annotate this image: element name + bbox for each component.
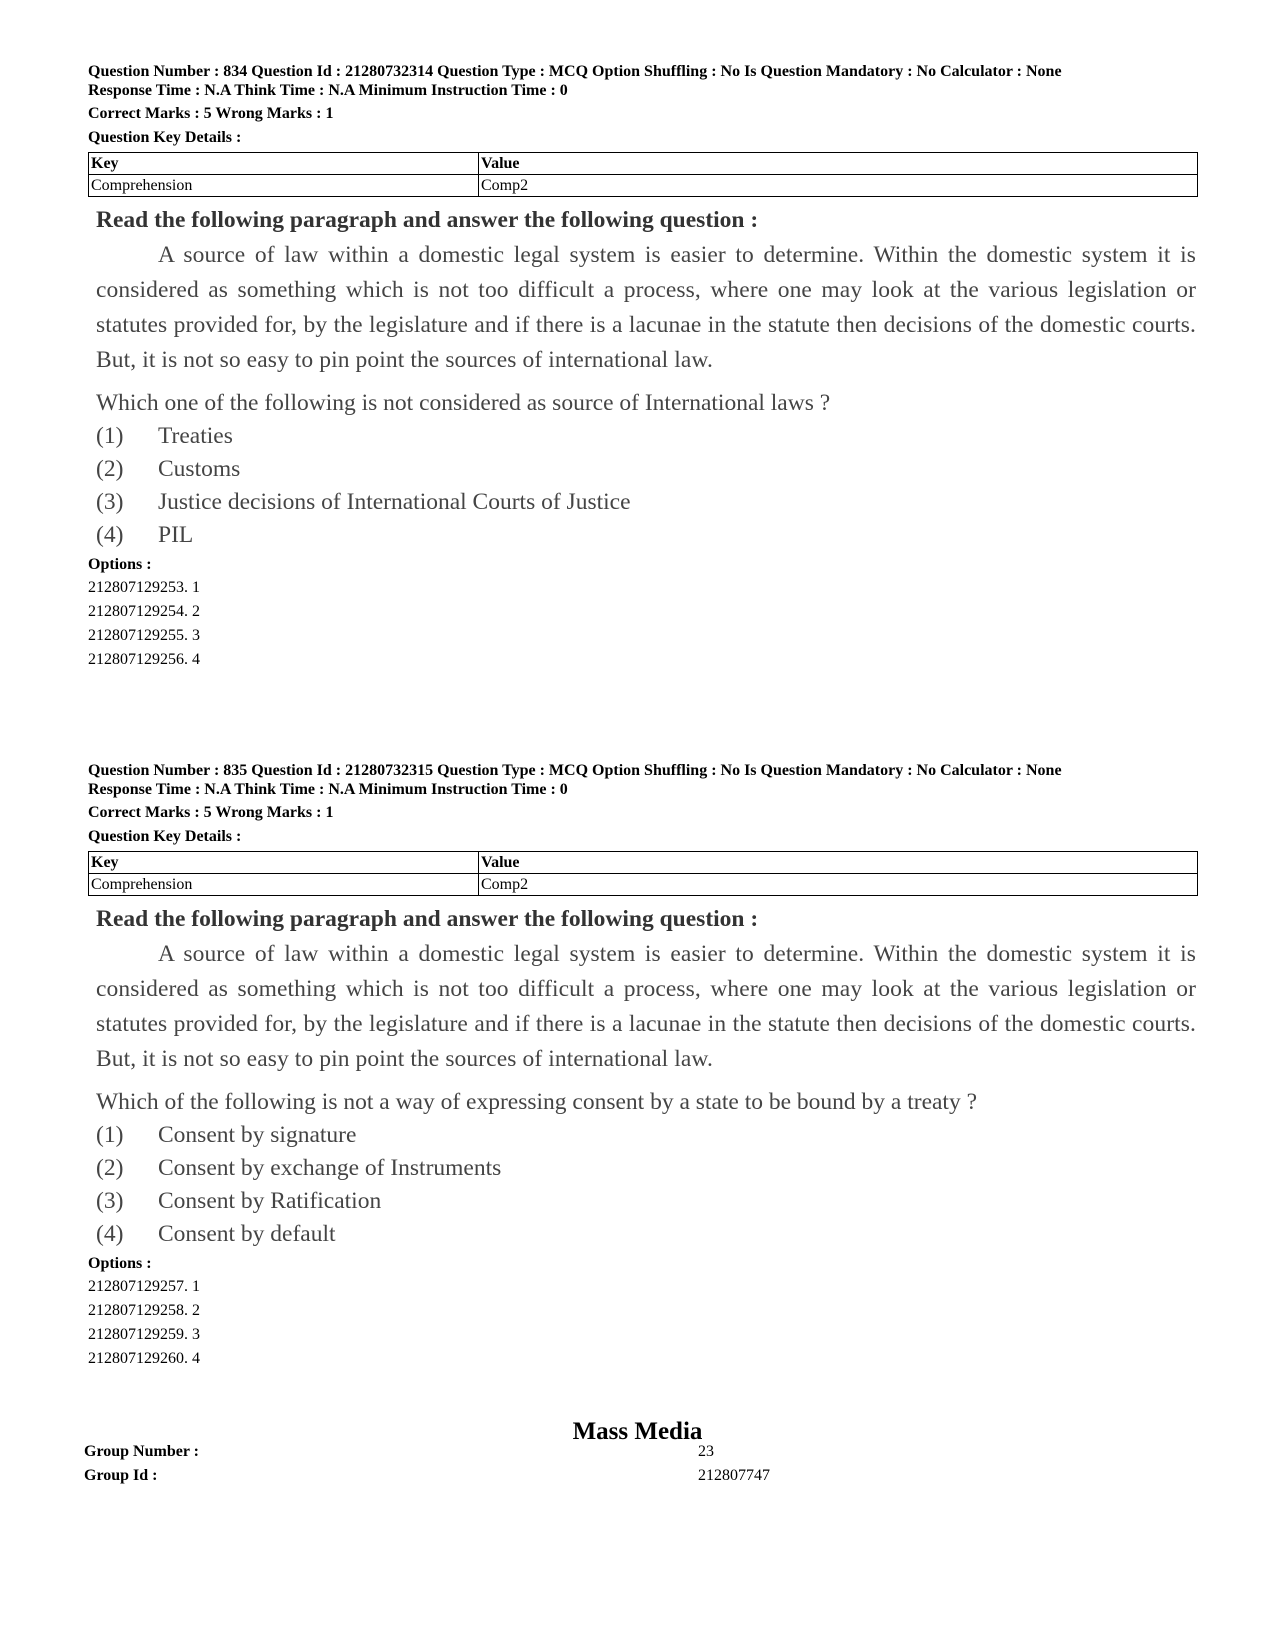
choice-item	[96, 519, 1196, 552]
table-header-row	[89, 153, 1198, 175]
question-text: Which one of the following is not considered as source of International laws ?	[96, 390, 831, 416]
group-number-label: Group Number :	[84, 1443, 199, 1460]
table-cell-value: Comp2	[479, 874, 1198, 896]
key-details-table	[88, 851, 1198, 896]
question-scan	[96, 902, 1196, 1251]
key-details-label: Question Key Details :	[88, 129, 242, 146]
choice-text: Justice decisions of International Courts of Justice	[158, 489, 631, 515]
choice-item	[96, 453, 1196, 486]
question-marks: Correct Marks : 5 Wrong Marks : 1	[88, 804, 334, 821]
choice-text: Consent by default	[158, 1221, 336, 1247]
question-meta: Question Number : 834 Question Id : 21280732314 Question Type : MCQ Option Shuffling : No Is Question Mandatory : No Calculator : None	[88, 63, 1062, 80]
question-block-835	[88, 761, 1198, 1371]
choice-number: (4)	[96, 1221, 124, 1247]
option-id: 212807129260. 4	[88, 1350, 200, 1367]
key-details-table	[88, 152, 1198, 197]
passage-heading: Read the following paragraph and answer the following question :	[96, 906, 759, 932]
choice-text: Consent by exchange of Instruments	[158, 1155, 502, 1181]
choice-item	[96, 420, 1196, 453]
choice-number: (4)	[96, 522, 124, 548]
group-id-label: Group Id :	[84, 1467, 158, 1484]
table-header-key: Key	[89, 153, 479, 175]
choice-text: Consent by signature	[158, 1122, 357, 1148]
table-row	[89, 874, 1198, 896]
section-title: Mass Media	[572, 1418, 703, 1445]
options-label: Options :	[88, 1255, 152, 1272]
passage-paragraph: A source of law within a domestic legal system is easier to determine. Within the domestic system it is considered as something which is not too difficult a process, where one may look at the various legislation or statutes provided for, by the legislature and if there is a lacunae in the statute then decisions of the domestic courts. But, it is not so easy to pin point the sources of international law.	[96, 242, 1196, 373]
choice-number: (1)	[96, 1122, 124, 1148]
options-label: Options :	[88, 556, 152, 573]
question-meta: Question Number : 835 Question Id : 21280732315 Question Type : MCQ Option Shuffling : No Is Question Mandatory : No Calculator : None	[88, 762, 1062, 779]
choice-number: (2)	[96, 456, 124, 482]
question-timing: Response Time : N.A Think Time : N.A Minimum Instruction Time : 0	[88, 82, 568, 99]
question-scan	[96, 203, 1196, 552]
key-details-label: Question Key Details :	[88, 828, 242, 845]
option-id: 212807129257. 1	[88, 1278, 200, 1295]
table-header-key: Key	[89, 852, 479, 874]
choice-number: (3)	[96, 1188, 124, 1214]
choice-item	[96, 1185, 1196, 1218]
option-id: 212807129254. 2	[88, 603, 200, 620]
choice-text: Customs	[158, 456, 241, 482]
option-id: 212807129255. 3	[88, 627, 200, 644]
choice-number: (1)	[96, 423, 124, 449]
question-block-834	[88, 62, 1198, 672]
choice-item	[96, 486, 1196, 519]
table-header-value: Value	[479, 852, 1198, 874]
choice-text: PIL	[158, 522, 194, 548]
option-id: 212807129253. 1	[88, 579, 200, 596]
choice-number: (3)	[96, 489, 124, 515]
question-marks: Correct Marks : 5 Wrong Marks : 1	[88, 105, 334, 122]
table-header-row	[89, 852, 1198, 874]
table-cell-key: Comprehension	[89, 874, 479, 896]
choice-item	[96, 1152, 1196, 1185]
table-header-value: Value	[479, 153, 1198, 175]
choice-text: Treaties	[158, 423, 233, 449]
passage-heading: Read the following paragraph and answer the following question :	[96, 207, 759, 233]
choice-number: (2)	[96, 1155, 124, 1181]
option-id: 212807129259. 3	[88, 1326, 200, 1343]
group-number-value: 23	[698, 1443, 714, 1460]
choice-text: Consent by Ratification	[158, 1188, 382, 1214]
option-id: 212807129256. 4	[88, 651, 200, 668]
option-id: 212807129258. 2	[88, 1302, 200, 1319]
question-text: Which of the following is not a way of expressing consent by a state to be bound by a treaty ?	[96, 1089, 978, 1115]
choice-item	[96, 1218, 1196, 1251]
table-cell-value: Comp2	[479, 175, 1198, 197]
table-row	[89, 175, 1198, 197]
question-timing: Response Time : N.A Think Time : N.A Minimum Instruction Time : 0	[88, 781, 568, 798]
passage-paragraph: A source of law within a domestic legal system is easier to determine. Within the domestic system it is considered as something which is not too difficult a process, where one may look at the various legislation or statutes provided for, by the legislature and if there is a lacunae in the statute then decisions of the domestic courts. But, it is not so easy to pin point the sources of international law.	[96, 941, 1196, 1072]
group-id-value: 212807747	[698, 1467, 770, 1484]
choice-item	[96, 1119, 1196, 1152]
table-cell-key: Comprehension	[89, 175, 479, 197]
